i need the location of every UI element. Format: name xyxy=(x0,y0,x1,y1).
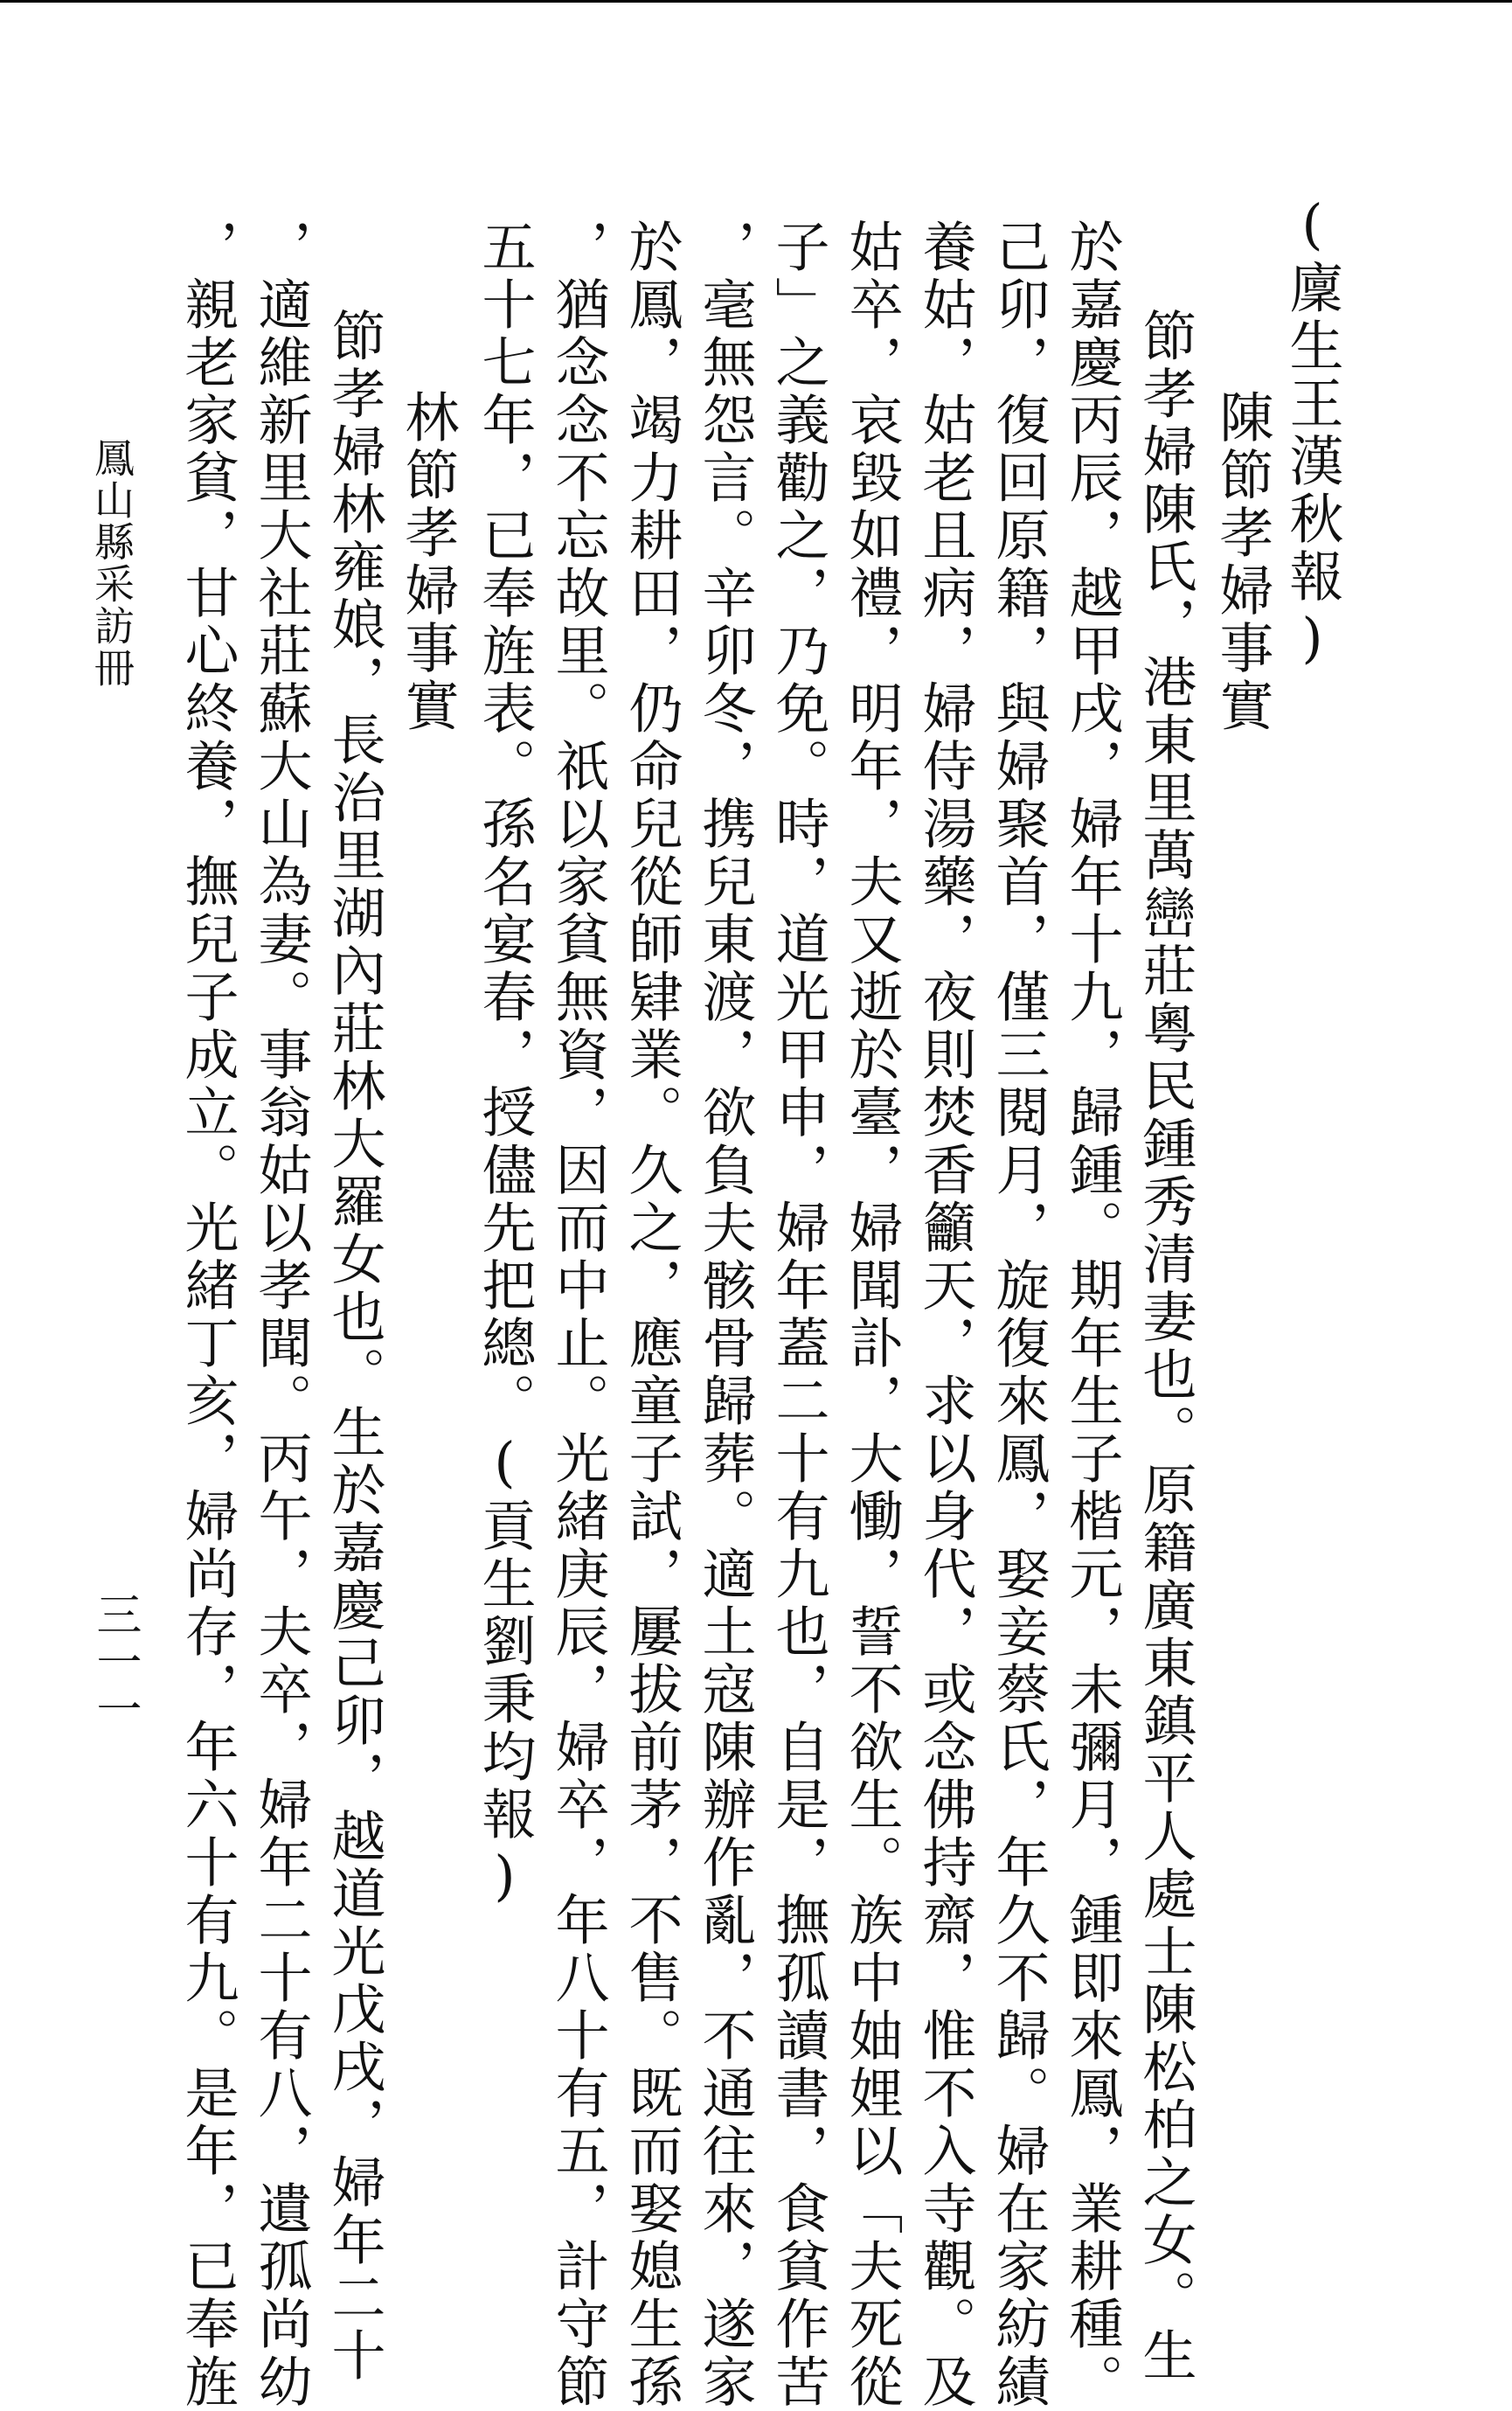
text-column: 五十七年，已奉旌表。孫名宴春，授儘先把總。(貢生劉秉均報) xyxy=(473,219,537,1911)
section-title-lin: 林節孝婦事實 xyxy=(396,389,460,735)
text-column: ，毫無怨言。辛卯冬，携兒東渡，欲負夫骸骨歸葬。適土寇陳辦作亂，不通往來，遂家 xyxy=(693,219,757,2411)
text-column: ，親老家貧，甘心終養，撫兒子成立。光緒丁亥，婦尚存，年六十有九。是年，已奉旌 xyxy=(176,219,239,2411)
text-column: ，適維新里大社莊蘇大山為妻。事翁姑以孝聞。丙午，夫卒，婦年二十有八，遺孤尚幼 xyxy=(249,219,313,2411)
text-column: 子」之義勸之，乃免。時，道光甲申，婦年蓋二十有九也，自是，撫孤讀書，食貧作苦 xyxy=(766,219,830,2411)
source-note: (廩生王漢秋報) xyxy=(1280,192,1344,673)
text-column: 節孝婦林雍娘，長治里湖內莊林大羅女也。生於嘉慶己卯，越道光戊戌，婦年二十 xyxy=(323,308,386,2385)
text-column: 於鳳，竭力耕田，仍命兒從師肄業。久之，應童子試，屢拔前茅，不售。既而娶媳生孫 xyxy=(620,219,683,2411)
footer-page-number: 三一一 xyxy=(88,1591,141,1733)
footer-book-title: 鳳山縣采訪冊 xyxy=(88,437,135,689)
text-column: 己卯，復回原籍，與婦聚首，僅三閱月，旋復來鳳，娶妾蔡氏，年久不歸。婦在家紡績 xyxy=(987,219,1051,2411)
text-column: 於嘉慶丙辰，越甲戌，婦年十九，歸鍾。期年生子楷元，未彌月，鍾即來鳳，業耕種。 xyxy=(1060,219,1124,2411)
text-column: ，猶念念不忘故里。祇以家貧無資，因而中止。光緒庚辰，婦卒，年八十有五，計守節 xyxy=(546,219,610,2411)
text-column: 養姑，姑老且病，婦侍湯藥，夜則焚香籲天，求以身代，或念佛持齋，惟不入寺觀。及 xyxy=(913,219,977,2411)
section-title-chen: 陳節孝婦事實 xyxy=(1210,389,1274,735)
text-column: 姑卒，哀毀如禮，明年，夫又逝於臺，婦聞訃，大慟，誓不欲生。族中妯娌以「夫死從 xyxy=(840,219,904,2411)
text-column: 節孝婦陳氏，港東里萬巒莊粵民鍾秀清妻也。原籍廣東鎮平人處士陳松柏之女。生 xyxy=(1134,308,1197,2385)
